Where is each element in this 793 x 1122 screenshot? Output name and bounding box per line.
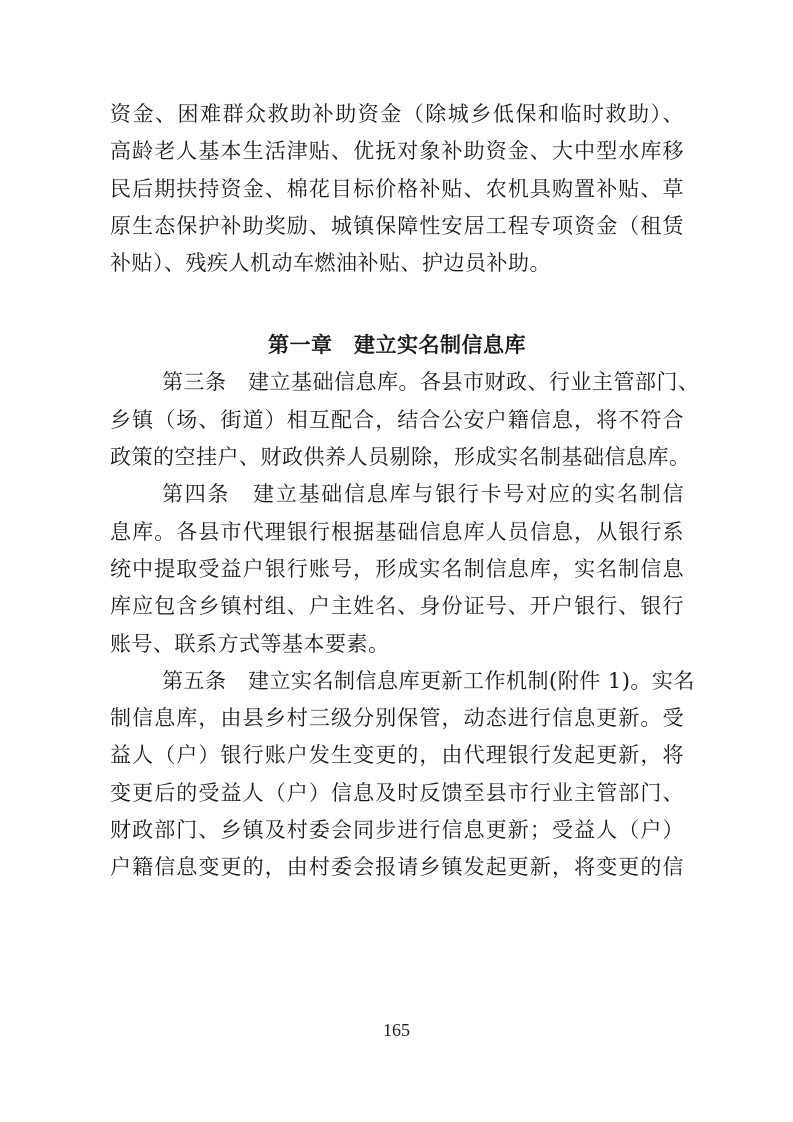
- paragraph-line: 第五条 建立实名制信息库更新工作机制(附件 1)。实名: [162, 668, 695, 693]
- paragraph-line: 补贴）、残疾人机动车燃油补贴、护边员补助。: [110, 251, 551, 276]
- paragraph-line: 第四条 建立基础信息库与银行卡号对应的实名制信: [162, 482, 684, 507]
- paragraph-line: 民后期扶持资金、棉花目标价格补贴、农机具购置补贴、草: [110, 176, 684, 201]
- paragraph-line: 益人（户）银行账户发生变更的，由代理银行发起更新，将: [110, 743, 684, 768]
- paragraph-line: 库应包含乡镇村组、户主姓名、身份证号、开户银行、银行: [110, 594, 684, 619]
- paragraph-line: 财政部门、乡镇及村委会同步进行信息更新；受益人（户）: [110, 818, 684, 843]
- paragraph-line: 第三条 建立基础信息库。各县市财政、行业主管部门、: [162, 370, 700, 395]
- paragraph-line: 统中提取受益户银行账号，形成实名制信息库，实名制信息: [110, 556, 684, 581]
- article-4-paragraph: [110, 476, 684, 662]
- paragraph-line: 变更后的受益人（户）信息及时反馈至县市行业主管部门、: [110, 780, 684, 805]
- paragraph-line: 户籍信息变更的，由村委会报请乡镇发起更新，将变更的信: [110, 855, 684, 880]
- document-body: [110, 96, 700, 887]
- paragraph-line: 高龄老人基本生活津贴、优抚对象补助资金、大中型水库移: [110, 139, 684, 164]
- paragraph-line: 制信息库，由县乡村三级分别保管，动态进行信息更新。受: [110, 706, 684, 731]
- paragraph-line: 乡镇（场、街道）相互配合，结合公安户籍信息，将不符合: [110, 407, 684, 432]
- article-5-paragraph: [110, 663, 695, 887]
- article-3-paragraph: [110, 364, 700, 476]
- paragraph-line: 息库。各县市代理银行根据基础信息库人员信息，从银行系: [110, 519, 684, 544]
- intro-paragraph: [110, 96, 684, 282]
- page-number: 165: [383, 1020, 410, 1040]
- paragraph-line: 资金、困难群众救助补助资金（除城乡低保和临时救助）、: [110, 102, 684, 126]
- paragraph-line: 政策的空挂户、财政供养人员剔除，形成实名制基础信息库。: [110, 445, 691, 470]
- paragraph-line: 原生态保护补助奖励、城镇保障性安居工程专项资金（租赁: [110, 213, 684, 238]
- paragraph-line: 账号、联系方式等基本要素。: [110, 631, 390, 656]
- chapter-heading: 第一章 建立实名制信息库: [268, 333, 526, 358]
